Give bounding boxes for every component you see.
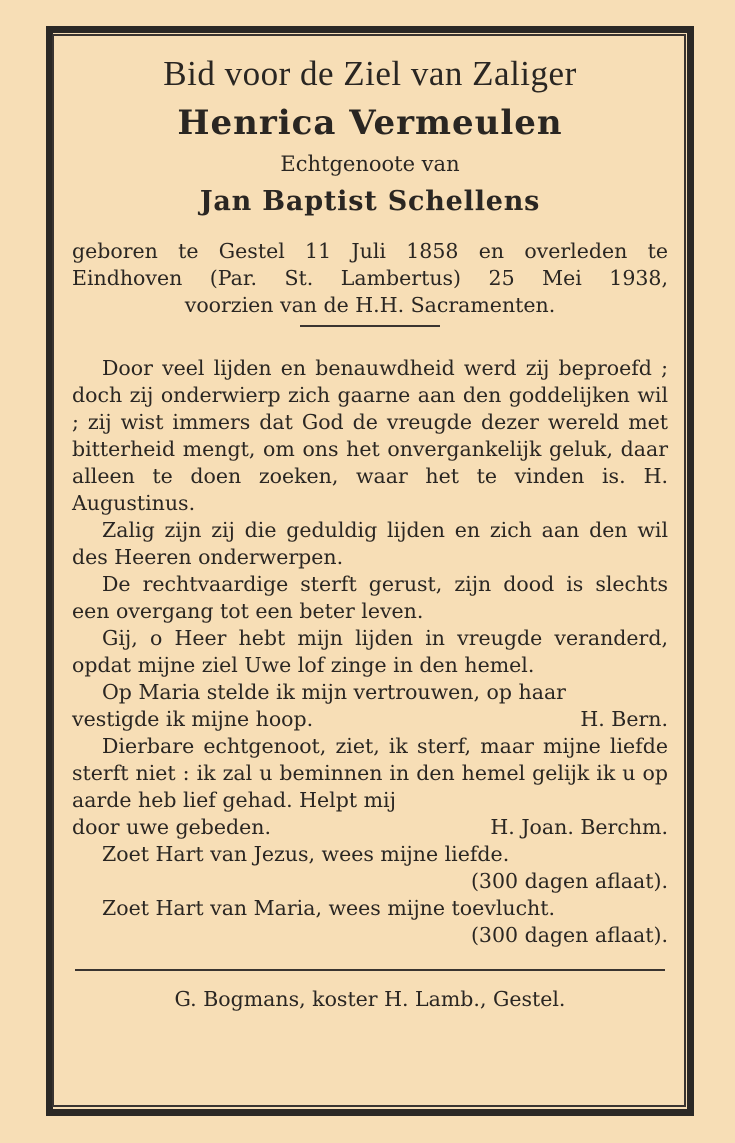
prayer-6: Dierbare echtgenoot, ziet, ik sterf, maar mijne liefde sterft niet : ik zal u beminnen in den hemel gelijk ik u op aarde heb lief gehad. Helpt mij [72, 734, 668, 812]
deceased-name: Henrica Vermeulen [177, 103, 563, 143]
spouse-label: Echtgenoote van [280, 152, 460, 176]
printer-credit: G. Bogmans, koster H. Lamb., Gestel. [174, 987, 566, 1011]
dates-line-1: geboren te Gestel 11 Juli 1858 en overleden te [72, 239, 668, 263]
card-title: Bid voor de Ziel van Zaliger [163, 54, 577, 93]
prayer-5-line-1: Op Maria stelde ik mijn vertrouwen, op haar [102, 680, 566, 704]
dates-line-2: Eindhoven (Par. St. Lambertus) 25 Mei 1938, [72, 266, 668, 290]
divider-long [75, 969, 665, 971]
prayer-4: Gij, o Heer hebt mijn lijden in vreugde veranderd, opdat mijne ziel Uwe lof zinge in den hemel. [72, 626, 668, 677]
spouse-name: Jan Baptist Schellens [199, 186, 541, 217]
prayer-6-last-line: door uwe gebeden. H. Joan. Berchm. [72, 815, 668, 839]
prayer-8-indulgence: (300 dagen aflaat). [470, 923, 668, 947]
prayer-1-attribution: H. Augustinus. [72, 464, 668, 515]
prayer-1: Door veel lijden en benauwdheid werd zij beproefd ; doch zij onderwierp zich gaarne aan den goddelijken wil ; zij wist immers dat God de vreugde dezer wereld met bitterheid mengt, om ons het onvergankelijk geluk, daar alleen te doen zoeken, waar het te vinden is. H. Augustinus. [72, 356, 668, 515]
prayer-7: Zoet Hart van Jezus, wees mijne liefde. [102, 842, 510, 866]
dates-line-3: voorzien van de H.H. Sacramenten. [184, 293, 556, 317]
prayer-7-indulgence: (300 dagen aflaat). [470, 869, 668, 893]
prayer-6-attribution: H. Joan. Berchm. [490, 815, 668, 839]
prayer-2: Zalig zijn zij die geduldig lijden en zich aan den wil des Heeren onderwerpen. [72, 518, 668, 569]
life-dates [72, 238, 668, 319]
prayer-3: De rechtvaardige sterft gerust, zijn dood is slechts een overgang tot een beter leven. [72, 572, 668, 623]
prayer-text [72, 355, 668, 949]
prayer-8: Zoet Hart van Maria, wees mijne toevlucht. [102, 896, 556, 920]
divider-short [300, 325, 440, 327]
prayer-5-attribution: H. Bern. [580, 707, 668, 731]
prayer-5-line-2: vestigde ik mijne hoop. H. Bern. [72, 707, 668, 731]
card-content [72, 52, 668, 1013]
